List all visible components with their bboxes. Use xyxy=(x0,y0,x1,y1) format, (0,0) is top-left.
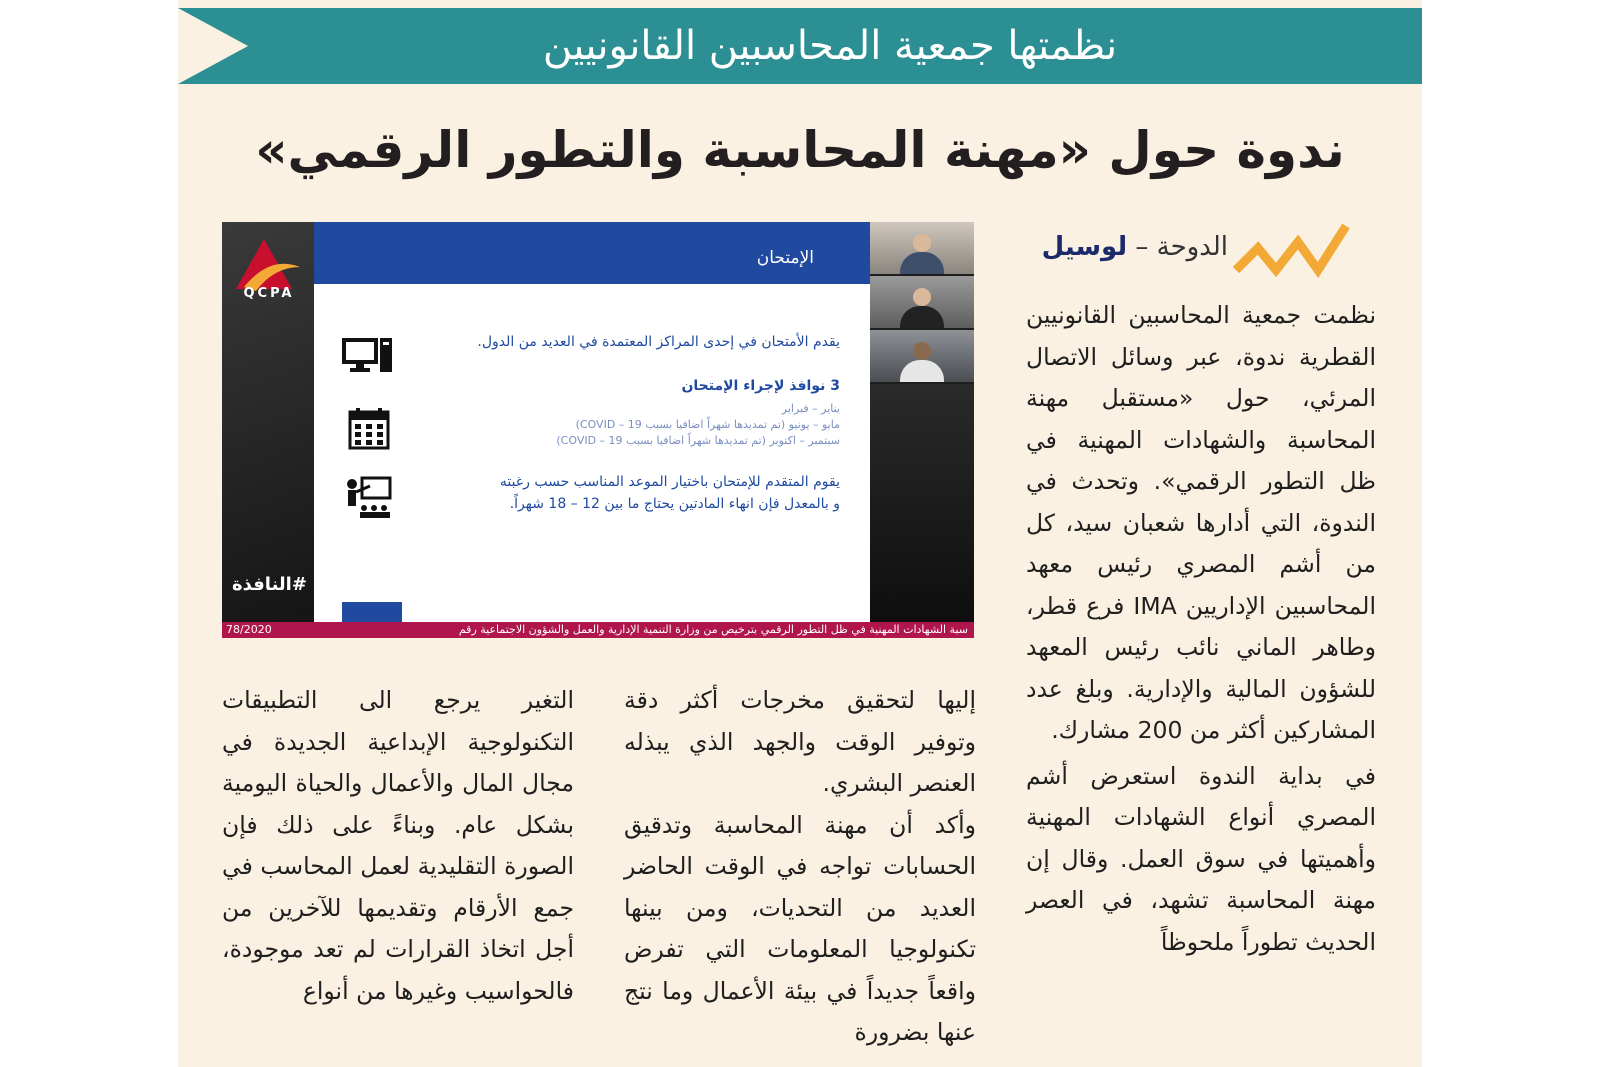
slide-bullet: مايو – يونيو (تم تمديدها شهراً اضافيا بسبب COVID – 19) xyxy=(575,418,840,431)
slide-line: يقدم الأمتحان في إحدى المراكز المعتمدة في العديد من الدول. xyxy=(477,334,840,350)
slide-title: الإمتحان xyxy=(756,248,814,268)
paragraph: التغير يرجع الى التطبيقات التكنولوجية الإبداعية الجديدة في مجال المال والأعمال والحياة اليومية بشكل عام. وبناءً على ذلك فإن الصورة التقليدية لعمل المحاسب في جمع الأرقام وتقديمها للآخرين من أجل اتخاذ القرارات لم تعد موجودة، فالحواسيب وغيرها من أنواع xyxy=(222,686,574,1005)
presentation-slide xyxy=(314,222,870,622)
ticker-text: سبة الشهادات المهنية في ظل التطور الرقمي بترخيص من وزارة التنمية الإدارية والعمل والشؤون الاجتماعية رقم xyxy=(458,623,968,636)
byline-place: الدوحة – xyxy=(1127,232,1228,262)
ribbon-title: نظمتها جمعية المحاسبين القانونيين xyxy=(542,23,1118,69)
article-column-1 xyxy=(1026,295,1376,963)
participant-head xyxy=(913,342,931,360)
ribbon-arrow-notch xyxy=(178,8,248,84)
newspaper-page xyxy=(178,0,1422,1067)
presenter-icon xyxy=(340,474,396,520)
participant-body xyxy=(900,306,944,328)
slide-header xyxy=(314,222,870,284)
participant-head xyxy=(913,288,931,306)
participant-video xyxy=(870,276,974,328)
calendar-icon xyxy=(340,406,396,452)
qcpa-logo-text: QCPA xyxy=(243,286,295,301)
video-background xyxy=(870,384,974,622)
screenshot-sidebar xyxy=(222,222,314,622)
participant-body xyxy=(900,360,944,382)
participant-body xyxy=(900,252,944,274)
article-column-2 xyxy=(624,680,976,1054)
byline-text xyxy=(1042,232,1228,262)
slide-bullet: يناير – فبراير xyxy=(781,402,840,415)
webinar-screenshot xyxy=(222,222,974,638)
paragraph: إليها لتحقيق مخرجات أكثر دقة وتوفير الوقت والجهد الذي يبذله العنصر البشري. xyxy=(624,686,976,797)
byline xyxy=(1018,220,1378,284)
participant-head xyxy=(913,234,931,252)
ticker-date: 78/2020 xyxy=(226,623,272,636)
paragraph: وأكد أن مهنة المحاسبة وتدقيق الحسابات تواجه في الوقت الحاضر العديد من التحديات، ومن بينها تكنولوجيا المعلومات التي تفرض واقعاً جديداً في بيئة الأعمال وما نتج عنها بضرورة xyxy=(624,810,976,1046)
participant-video xyxy=(870,222,974,274)
participant-video xyxy=(870,330,974,382)
slide-line: 3 نوافذ لإجراء الإمتحان xyxy=(681,378,840,394)
slide-line: و بالمعدل فإن انهاء المادتين يحتاج ما بين 12 – 18 شهراً. xyxy=(509,496,840,512)
article-headline: ندوة حول «مهنة المحاسبة والتطور الرقمي» xyxy=(255,121,1345,179)
byline-source: لوسيل xyxy=(1041,232,1128,262)
hashtag: #النافذة xyxy=(232,574,307,595)
news-ticker xyxy=(222,622,974,638)
computer-icon xyxy=(340,332,396,378)
paragraph: في بداية الندوة استعرض أشم المصري أنواع الشهادات المهنية وأهميتها في سوق العمل. وقال إن مهنة المحاسبة تشهد، في العصر الحديث تطوراً ملحوظاً xyxy=(1026,761,1376,956)
slide-footer-bar xyxy=(342,602,402,622)
slide-bullet: سبتمبر – اكتوبر (تم تمديدها شهراً اضافيا بسبب COVID – 19) xyxy=(556,434,840,447)
article-column-3 xyxy=(222,680,574,1012)
lusail-logo-icon xyxy=(1228,220,1378,284)
paragraph: نظمت جمعية المحاسبين القانونيين القطرية ندوة، عبر وسائل الاتصال المرئي، حول «مستقبل مهنة المحاسبة والشهادات المهنية في ظل التطور الرقمي». وتحدث في الندوة، التي أدارها شعبان سيد، كل من أشم المصري رئيس معهد المحاسبين الإداريين IMA فرع قطر، وطاهر الماني نائب رئيس المعهد للشؤون المالية والإدارية. وبلغ عدد المشاركين أكثر من 200 مشارك. xyxy=(1026,301,1376,744)
slide-line: يقوم المتقدم للإمتحان باختيار الموعد المناسب حسب رغبته xyxy=(499,474,840,490)
